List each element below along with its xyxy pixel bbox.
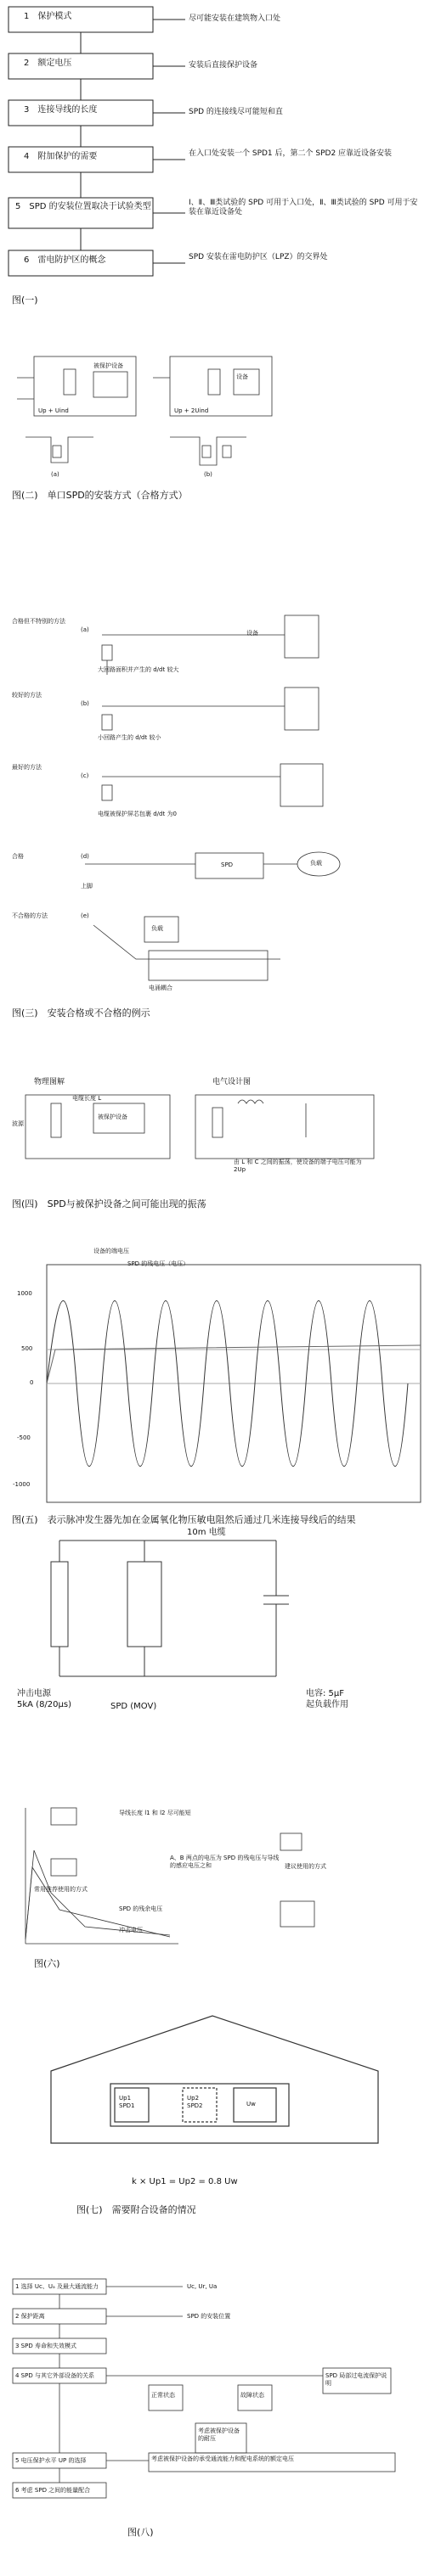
fig1-note-1: 尽可能安装在建筑物入口处 [189, 14, 281, 23]
fig6-note-6: 常用推荐使用的方式 [34, 1886, 88, 1893]
fig1-note-5: Ⅰ、Ⅱ、Ⅲ类试验的 SPD 可用于入口处，Ⅱ、Ⅲ类试验的 SPD 可用于安装在靠近设备处 [189, 199, 418, 217]
fig6-note-1: 导线长度 l1 和 l2 尽可能短 [119, 1810, 191, 1816]
fig5b-right: 电容: 5μF 起负载作用 [306, 1689, 348, 1709]
step-num: 5 [15, 202, 21, 211]
fig4-note: 由 L 和 C 之间的振荡，使设备的端子电压可能为 2Up [234, 1159, 362, 1173]
fig3-tag-a: (a) [81, 626, 89, 633]
fig8-step-1: 1 选择 Uc、Uₐ 及最大通流能力 [15, 2283, 99, 2290]
fig5-waveform [47, 1265, 421, 1502]
fig7-formula: k × Up1 = Up2 = 0.8 Uw [132, 2177, 238, 2186]
fig3-row-c: 最好的方法 [12, 764, 42, 771]
fig8-out-7: 考虑被保护设备的耐压 [198, 2427, 240, 2442]
fig5-ytick-2: 500 [21, 1345, 33, 1352]
fig7-box-3: Uw [246, 2101, 256, 2107]
step-num: 2 [24, 59, 30, 68]
fig6-note-5: 冲击电压 [119, 1927, 143, 1933]
fig6-diagrams [25, 1808, 314, 1944]
fig3-tag-e: (e) [81, 912, 89, 919]
fig8-step-3: 3 SPD 寿命和失效模式 [15, 2343, 76, 2349]
step-num: 6 [24, 255, 30, 265]
fig5-legend-1: 设备的端电压 [93, 1248, 129, 1254]
fig1-note-2: 安装后直接保护设备 [189, 61, 258, 70]
fig3-spd-d: SPD [221, 861, 234, 868]
fig3-note-b: 小回路产生的 d/dt 较小 [98, 734, 161, 741]
fig8-out-1: Uc, Ur, Ua [187, 2283, 218, 2290]
fig2-label-device: 被保护设备 [93, 362, 123, 369]
step-num: 1 [24, 12, 30, 21]
step-label: 附加保护的需要 [37, 152, 98, 161]
step-label: 雷电防护区的概念 [37, 255, 106, 265]
step-num: 3 [24, 105, 30, 115]
fig3-row-e: 不合格的方法 [12, 912, 48, 919]
fig5b-left: 冲击电源 5kA (8/20μs) [17, 1689, 72, 1709]
fig8-out-6: 考虑被保护设备的承受通流能力和配电系统的额定电压 [151, 2455, 294, 2462]
fig8-step-2: 2 保护距离 [15, 2313, 45, 2320]
fig8-step-5: 5 电压保护水平 UP 的选择 [15, 2457, 87, 2464]
fig3-row-a: 合格但不特别的方法 [12, 618, 65, 625]
fig1-step-3 [24, 105, 97, 116]
fig1-step-5 [15, 202, 151, 213]
fig3-note-d: 上脚 [81, 883, 93, 890]
fig8-out-2: SPD 的安装位置 [187, 2313, 231, 2320]
fig3-note-a: 大回路面积并产生的 d/dt 较大 [98, 666, 179, 673]
fig1-step-1 [24, 12, 71, 23]
fig1-step-6 [24, 255, 105, 267]
fig1-caption: 图(一) [12, 295, 38, 306]
step-label: 额定电压 [37, 59, 72, 68]
fig5b-top: 10m 电缆 [187, 1528, 226, 1537]
fig7-caption: 图(七) 需要附合设备的情况 [76, 2204, 196, 2215]
fig8-out-3: 正常状态 [151, 2392, 175, 2399]
fig2-label-up: Up + Uind [38, 407, 69, 414]
fig3-tag-d: (d) [81, 853, 89, 860]
fig4-oscillation [25, 1095, 374, 1159]
fig5-caption: 图(五) 表示脉冲发生器先加在金属氧化物压敏电阻然后通过几米连接导线后的结果 [12, 1514, 356, 1525]
fig3-note-c: 电缆被保护屏芯包裹 d/dt 为0 [98, 811, 177, 817]
fig1-note-6: SPD 安装在雷电防护区（LPZ）的交界处 [189, 253, 328, 261]
fig3-tag-c: (c) [81, 772, 89, 779]
fig2-caption: 图(二) 单口SPD的安装方式（合格方式） [12, 490, 188, 501]
fig3-tag-b: (b) [81, 700, 89, 707]
fig4-caption: 图(四) SPD与被保护设备之间可能出现的振荡 [12, 1198, 206, 1209]
fig1-step-4 [24, 152, 97, 163]
fig1-note-4: 在入口处安装一个 SPD1 后，第二个 SPD2 应靠近设备安装 [189, 149, 393, 158]
fig7-house [51, 2016, 378, 2143]
fig4-right-title: 电气设计图 [212, 1078, 252, 1086]
fig1-flowchart [8, 7, 185, 276]
fig1-note-3: SPD 的连接线尽可能短和直 [189, 108, 283, 116]
fig8-out-4: 故障状态 [240, 2392, 264, 2399]
fig6-note-3: 建议使用的方式 [285, 1863, 326, 1870]
fig3-load-d: 负载 [310, 860, 322, 867]
fig5-ytick-3: 0 [30, 1379, 34, 1386]
fig6-caption: 图(六) [34, 1958, 60, 1969]
fig3-caption: 图(三) 安装合格或不合格的例示 [12, 1007, 150, 1019]
fig5-legend-2: SPD 的残电压（电压） [127, 1260, 189, 1267]
fig2-label-up2: Up + 2Uind [174, 407, 209, 414]
fig4-label-device: 被保护设备 [98, 1114, 127, 1120]
fig3-note-e: 电涌耦合 [149, 985, 172, 991]
fig5-ytick-5: -1000 [13, 1481, 31, 1488]
fig8-step-6: 6 考虑 SPD 之间的能量配合 [15, 2487, 91, 2494]
fig2-tag-b: (b) [204, 471, 212, 478]
fig3-load-e: 负载 [151, 925, 163, 932]
fig7-box-1: Up1 SPD1 [119, 2095, 135, 2109]
fig8-caption: 图(八) [127, 2527, 154, 2538]
fig8-step-4: 4 SPD 与其它外部设备的关系 [15, 2372, 94, 2379]
fig1-step-2 [24, 59, 71, 70]
fig8-out-5: SPD 局部过电流保护说明 [325, 2372, 387, 2387]
fig2-tag-a: (a) [51, 471, 59, 478]
fig3-row-d: 合格 [12, 853, 24, 860]
fig5b-middle: SPD (MOV) [110, 1702, 157, 1711]
fig2-label-equip: 设备 [236, 373, 248, 380]
fig6-note-2: A、B 两点的电压为 SPD 的残电压与导线的感应电压之和 [170, 1855, 280, 1869]
fig3-row-b: 较好的方法 [12, 692, 42, 699]
step-label: 连接导线的长度 [37, 105, 98, 115]
fig5-ytick-4: -500 [17, 1434, 31, 1441]
step-label: SPD 的安装位置取决于试验类型 [29, 202, 151, 211]
fig7-box-2: Up2 SPD2 [187, 2095, 203, 2109]
fig4-left-title: 物理图解 [34, 1078, 65, 1086]
fig5b-circuit [51, 1541, 289, 1676]
step-label: 保护模式 [37, 12, 72, 21]
fig5-ytick-1: 1000 [17, 1290, 32, 1297]
fig4-label-cable: 电缆长度 L [72, 1095, 102, 1102]
fig4-label-source: 波源 [12, 1120, 24, 1127]
fig6-note-4: SPD 的残余电压 [119, 1905, 163, 1912]
step-num: 4 [24, 152, 30, 161]
fig8-flowchart [13, 2279, 395, 2498]
fig3-device-a: 设备 [246, 630, 258, 637]
